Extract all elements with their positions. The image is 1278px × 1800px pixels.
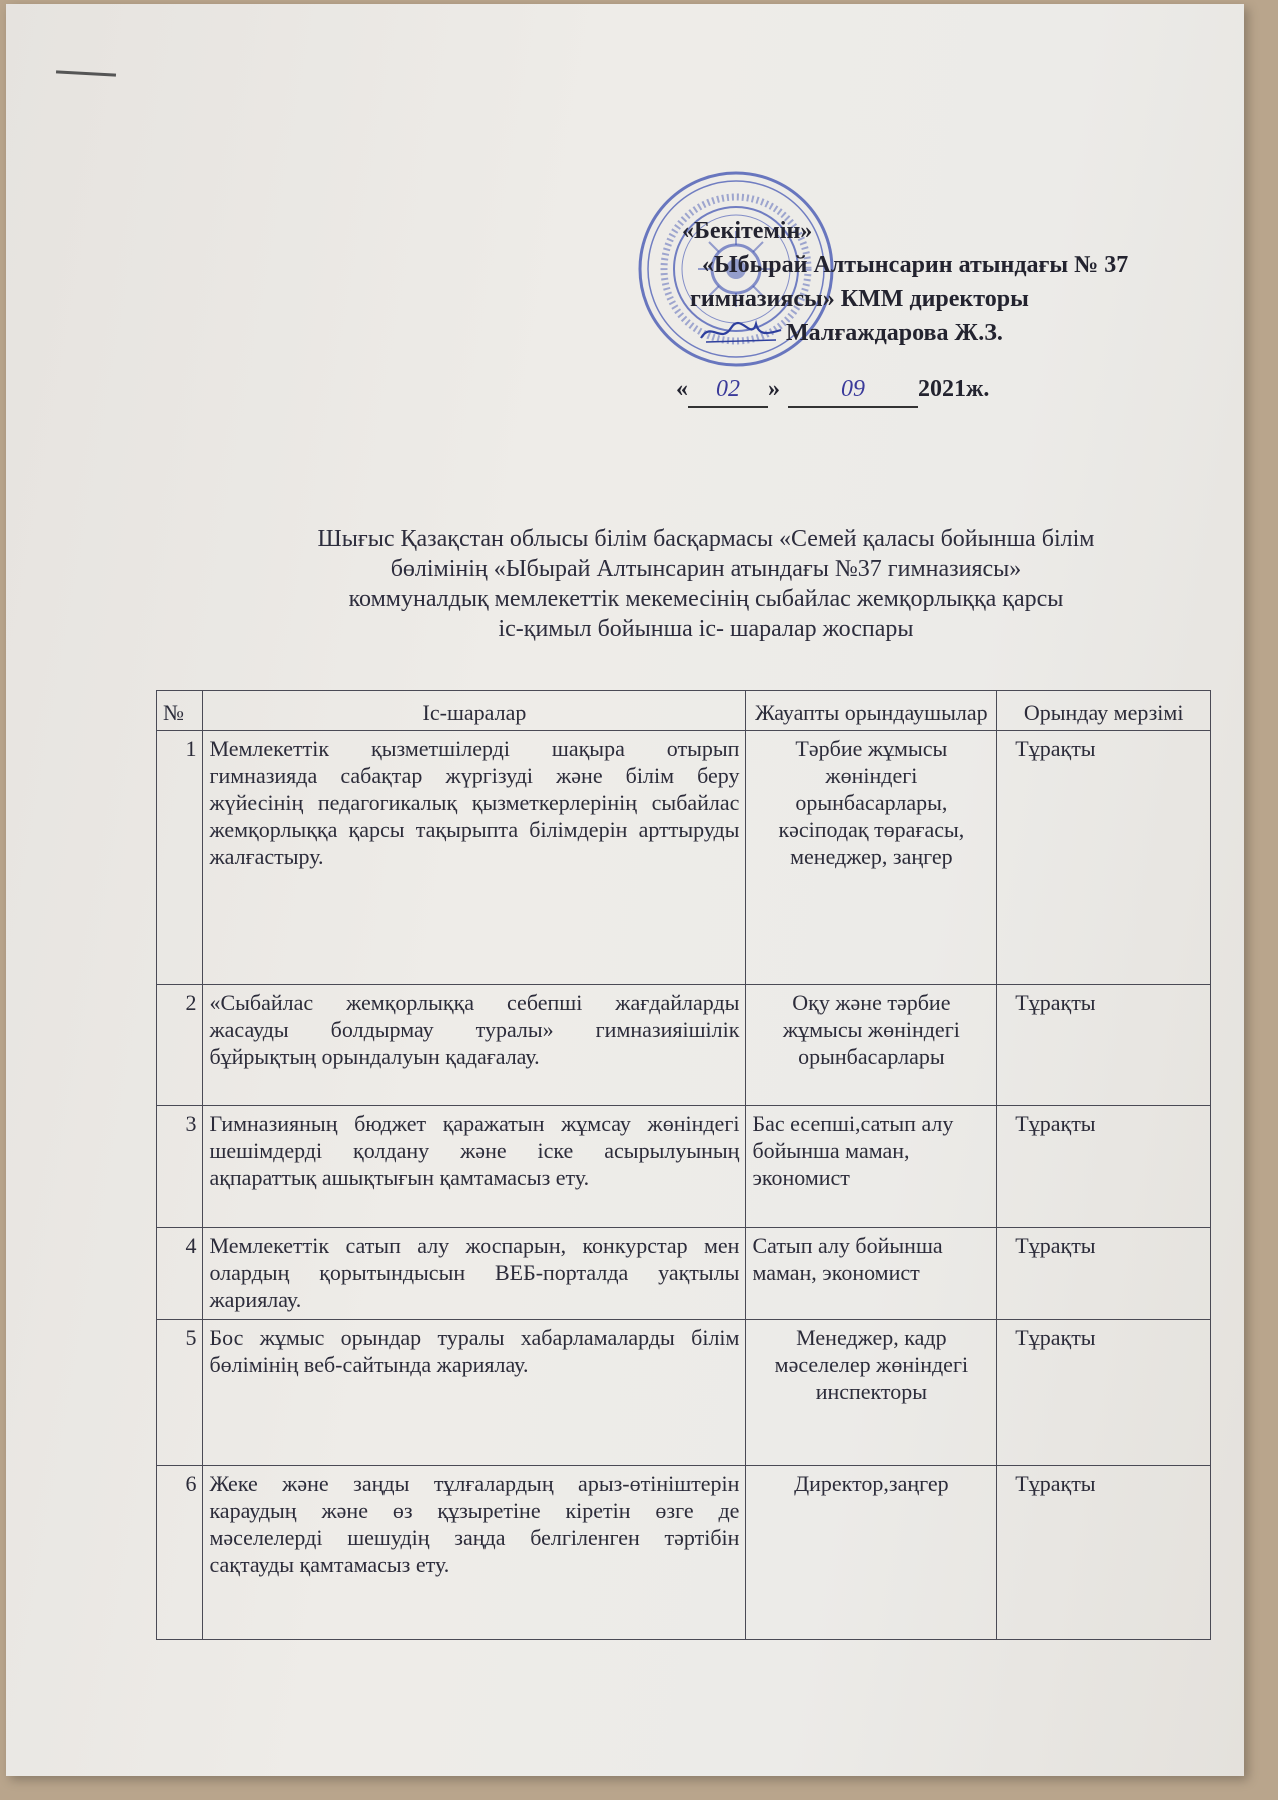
row-activity: Бос жұмыс орындар туралы хабарламаларды білім бөлімінің веб-сайтында жариялау. [203, 1320, 746, 1466]
row-activity: Мемлекеттік сатып алу жоспарын, конкурстар мен олардың қорытындысын ВЕБ-порталда уақтылы жариялау. [203, 1228, 746, 1320]
row-num: 1 [157, 731, 203, 985]
row-responsible: Бас есепші,сатып алу бойынша маман, экономист [746, 1106, 997, 1228]
row-num: 6 [157, 1466, 203, 1640]
row-activity: Жеке және заңды тұлғалардың арыз-өтініштерін караудың және өз құзыретіне кіретін өзге де мәселелерді шешудің заңда белгіленген тәртібін сақтауды қамтамасыз ету. [203, 1466, 746, 1640]
row-term: Тұрақты [997, 1106, 1211, 1228]
approval-position: гимназиясы» КММ директоры [690, 286, 1029, 312]
table-header-row [157, 691, 1211, 731]
row-responsible: Оқу және тәрбие жұмысы жөніндегі орынбасарлары [746, 985, 997, 1106]
row-num: 5 [157, 1320, 203, 1466]
approval-director-name: Малғаждарова Ж.З. [786, 320, 1003, 346]
approval-date [646, 372, 1244, 408]
row-term: Тұрақты [997, 1466, 1211, 1640]
row-activity: Мемлекеттік қызметшілерді шақыра отырып гимназияда сабақтар жүргізуді және білім беру жүйесінің педагогикалық қызметкерлерінің сыбайлас жемқорлыққа қарсы тақырыпта білімдерін арттыруды жалғастыру. [203, 731, 746, 985]
row-term: Тұрақты [997, 1320, 1211, 1466]
header-activity: Іс-шаралар [203, 691, 746, 731]
date-year: 2021ж. [918, 376, 990, 402]
title-line-2: бөлімінің «Ыбырай Алтынсарин атындағы №37 гимназиясы» [390, 556, 1022, 582]
row-responsible: Сатып алу бойынша маман, экономист [746, 1228, 997, 1320]
table-row [157, 1320, 1211, 1466]
row-activity: «Сыбайлас жемқорлыққа себепші жағдайларды жасауды болдырмау туралы» гимназияішілік бұйрықтың орындалуын қадағалау. [203, 985, 746, 1106]
row-term: Тұрақты [997, 731, 1211, 985]
date-day: 02 [688, 372, 768, 408]
title-line-4: іс-қимыл бойынша іс- шаралар жоспары [498, 616, 914, 642]
activities-table [156, 690, 1211, 1640]
table-row [157, 985, 1211, 1106]
row-responsible: Менеджер, кадр мәселелер жөніндегі инспекторы [746, 1320, 997, 1466]
header-responsible: Жауапты орындаушылар [746, 691, 997, 731]
approval-heading: «Бекітемін» [682, 218, 813, 244]
title-line-3: коммуналдық мемлекеттік мекемесінің сыбайлас жемқорлыққа қарсы [348, 586, 1064, 612]
row-num: 2 [157, 985, 203, 1106]
approval-block [646, 214, 1244, 408]
header-num: № [157, 691, 203, 731]
row-responsible: Тәрбие жұмысы жөніндегі орынбасарлары, кәсіподақ төрағасы, менеджер, заңгер [746, 731, 997, 985]
document-page [6, 4, 1244, 1776]
row-term: Тұрақты [997, 985, 1211, 1106]
table-row [157, 731, 1211, 985]
table-row [157, 1466, 1211, 1640]
date-close-quote: » [768, 376, 780, 402]
row-term: Тұрақты [997, 1228, 1211, 1320]
row-num: 3 [157, 1106, 203, 1228]
header-term: Орындау мерзімі [997, 691, 1211, 731]
document-title [206, 524, 1206, 644]
date-month: 09 [788, 372, 918, 408]
title-line-1: Шығыс Қазақстан облысы білім басқармасы «Семей қаласы бойынша білім [317, 526, 1095, 552]
table-row [157, 1228, 1211, 1320]
table-row [157, 1106, 1211, 1228]
row-responsible: Директор,заңгер [746, 1466, 997, 1640]
pen-mark [56, 70, 116, 76]
date-open-quote: « [676, 376, 688, 402]
row-activity: Гимназияның бюджет қаражатын жұмсау жөніндегі шешімдерді қолдану және іске асырылуының ақпараттық ашықтығын қамтамасыз ету. [203, 1106, 746, 1228]
approval-organization: «Ыбырай Алтынсарин атындағы № 37 [702, 252, 1129, 278]
row-num: 4 [157, 1228, 203, 1320]
